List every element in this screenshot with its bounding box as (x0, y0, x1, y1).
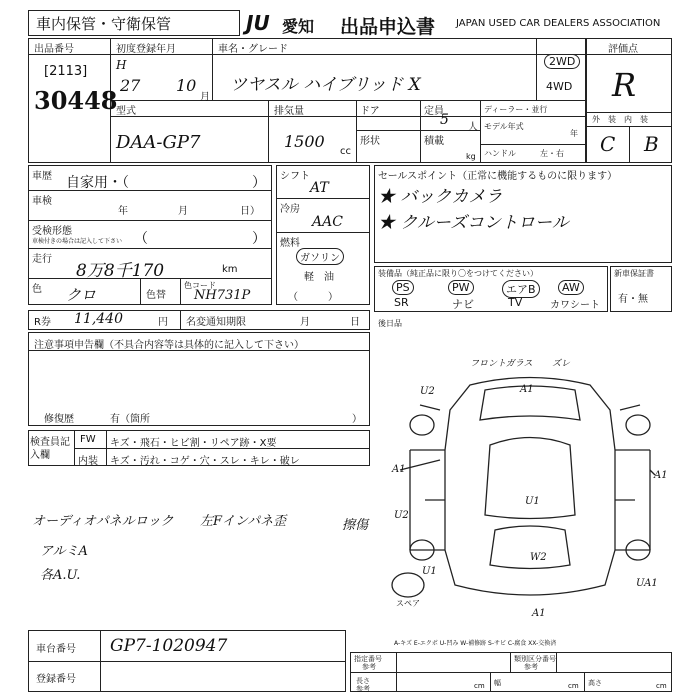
exterior-grade: C (600, 132, 616, 156)
displacement-unit: cc (340, 146, 351, 157)
selling-point-2: ★ クルーズコントロール (378, 213, 569, 233)
repair-close: ） (352, 414, 362, 425)
repair-value: 有（箇所 (110, 414, 150, 425)
name-change-month: 月 (300, 317, 310, 328)
remark-2: アルミA (40, 544, 88, 559)
spec-specified: 指定番号 (354, 655, 382, 663)
equip-tv: TV (508, 296, 523, 309)
form-title: 出品申込書 (340, 16, 436, 38)
doors-label: ドア (360, 106, 380, 117)
remark-right: 左Fインパネ歪 (200, 514, 287, 529)
color-code: NH731P (194, 288, 251, 303)
diag-u1-left: U1 (422, 566, 437, 577)
capacity-value: 5 (440, 112, 449, 128)
car-name-value: ツヤスル ハイブリッド X (230, 75, 421, 95)
model-value: DAA-GP7 (116, 132, 201, 153)
warranty-value: 有・無 (618, 294, 648, 305)
inspector-label: 検査員記入欄 (30, 437, 70, 461)
equipment-label: 装備品（純正品に限り〇をつけてください） (378, 269, 538, 278)
equip-airbag: エアB (502, 280, 540, 298)
diag-shift: ズレ (552, 359, 571, 369)
color-change-label: 色替 (146, 290, 166, 301)
acceptance-note: 車検付きの場合は記入して下さい (32, 238, 123, 245)
capacity-unit: 人 (468, 122, 478, 133)
registration-era: H (116, 58, 127, 72)
name-change-day: 日 (350, 317, 360, 328)
shape-label: 形状 (360, 136, 380, 147)
recycle-unit: 円 (158, 317, 168, 328)
fuel-diesel: 軽 油 (304, 272, 334, 283)
spec-reference-1: 参考 (362, 663, 376, 671)
remark-1: オーディオパネルロック (32, 514, 174, 529)
spec-length: 長さ (356, 677, 370, 685)
diag-w2-rear: W2 (530, 552, 547, 563)
recycle-label: R券 (34, 317, 51, 328)
diag-ua1-right: UA1 (636, 578, 658, 589)
acceptance-close: ） (252, 231, 266, 247)
back-date-label: 後日品 (378, 319, 402, 328)
spec-category: 類別区分番号 (514, 655, 556, 663)
equip-ps: PS (392, 280, 414, 295)
recycle-value: 11,440 (74, 311, 123, 327)
diag-a1-front: A1 (520, 384, 534, 395)
selling-points-label: セールスポイント（正常に機能するものに限ります） (378, 171, 618, 182)
spec-width: 幅 (494, 679, 501, 687)
spec-width-unit: cm (568, 682, 579, 690)
registration-month: 10 (176, 76, 197, 95)
equip-pw: PW (448, 280, 474, 295)
history-close: ） (252, 175, 266, 191)
mileage-unit: km (222, 264, 238, 275)
diag-u2-left: U2 (394, 510, 409, 521)
color-label: 色 (32, 284, 42, 295)
model-year-label: モデル年式 (484, 122, 524, 131)
repair-label: 修復歴 (44, 414, 74, 425)
dealer-label: ディーラー・並行 (484, 105, 548, 114)
registration-label: 初度登録年月 (116, 44, 176, 55)
inspector-fw: FW (80, 434, 96, 445)
grade-label: 評価点 (608, 44, 638, 55)
history-label: 車歴 (32, 171, 52, 182)
drive-4wd: 4WD (546, 80, 573, 93)
fuel-label: 燃料 (280, 238, 300, 249)
warranty-label: 新車保証書 (614, 269, 654, 278)
ext-int-label: 外 装 内 装 (592, 115, 648, 124)
spec-height-unit: cm (656, 682, 667, 690)
lot-label: 出品番号 (34, 44, 74, 55)
diag-a1-left: A1 (392, 464, 406, 475)
selling-point-1: ★ バックカメラ (378, 187, 503, 207)
diag-u1-body: U1 (525, 496, 540, 507)
spec-reference-2: 参考 (524, 663, 538, 671)
registration-year: 27 (120, 76, 141, 95)
equip-aw: AW (558, 280, 584, 295)
displacement-value: 1500 (284, 132, 325, 151)
shift-value: AT (310, 180, 329, 196)
inspection-year: 年 (118, 206, 128, 217)
handle-options: 左・右 (540, 149, 564, 158)
history-value: 自家用・（ (66, 175, 129, 191)
aircon-value: AAC (312, 214, 343, 230)
damage-legend: A-キズ E-エクボ U-凹み W-補修跡 S-サビ C-腐食 XX-交換済 (394, 640, 557, 647)
acceptance-label: 受検形態 (32, 226, 72, 237)
inspection-day: 日） (240, 206, 260, 217)
remark-tag: 擦傷 (342, 518, 369, 533)
fuel-gasoline: ガソリン (296, 248, 344, 265)
org-name: 愛知 (282, 17, 315, 36)
interior-grade: B (644, 132, 659, 156)
grade-value: R (612, 66, 637, 104)
aircon-label: 冷房 (280, 204, 300, 215)
notes-label: 注意事項申告欄（不具合内容等は具体的に記入して下さい） (34, 340, 304, 351)
storage-note: 車内保管・守衛保管 (36, 15, 172, 33)
inspection-label: 車検 (32, 196, 52, 207)
acceptance-open: （ (134, 231, 148, 247)
mileage-value: 8万8千170 (76, 261, 165, 281)
registration-month-unit: 月 (200, 92, 210, 103)
fuel-other: （ ） (288, 292, 338, 303)
mileage-label: 走行 (32, 254, 52, 265)
remark-3: 各A.U. (40, 568, 81, 583)
equip-sr: SR (394, 296, 409, 309)
lot-number: 30448 (34, 86, 118, 115)
diag-a1-rear: A1 (532, 608, 546, 619)
name-change-label: 名変通知期限 (186, 317, 246, 328)
car-name-label: 車名・グレード (218, 44, 288, 55)
inspector-interior: 内装 (78, 456, 98, 467)
equip-leather: カワシート (550, 300, 600, 311)
diag-u2-front: U2 (420, 386, 435, 397)
equip-navi: ナビ (452, 298, 474, 311)
reg-number-label: 登録番号 (36, 674, 76, 685)
chassis-label: 車台番号 (36, 644, 76, 655)
color-value: クロ (66, 286, 97, 304)
spec-reference-3: 参考 (356, 685, 370, 693)
load-unit: kg (466, 152, 476, 161)
diag-a1-right: A1 (654, 470, 668, 481)
drive-2wd: 2WD (544, 54, 580, 69)
diag-front-glass: フロントガラス (470, 359, 533, 369)
association-name: JAPAN USED CAR DEALERS ASSOCIATION (456, 18, 661, 29)
lot-sub-number: [2113] (44, 64, 88, 79)
color-code-label: 色コード (184, 281, 216, 290)
spare-label: スペア (396, 599, 420, 608)
handle-label: ハンドル (484, 149, 516, 158)
shift-label: シフト (280, 171, 310, 182)
spec-height: 高さ (588, 679, 602, 687)
inspection-month: 月 (178, 206, 188, 217)
model-label: 型式 (116, 106, 136, 117)
spec-length-unit: cm (474, 682, 485, 690)
inspector-interior-items: キズ・汚れ・コゲ・穴・スレ・キレ・破レ (110, 456, 300, 467)
displacement-label: 排気量 (274, 106, 304, 117)
capacity-label: 定員 (424, 106, 444, 117)
load-label: 積載 (424, 136, 444, 147)
inspector-fw-items: キズ・飛石・ヒビ割・リペア跡・X要 (110, 438, 277, 449)
org-logo: JU (246, 11, 270, 35)
chassis-value: GP7-1020947 (110, 636, 228, 656)
model-year-unit: 年 (570, 129, 578, 138)
